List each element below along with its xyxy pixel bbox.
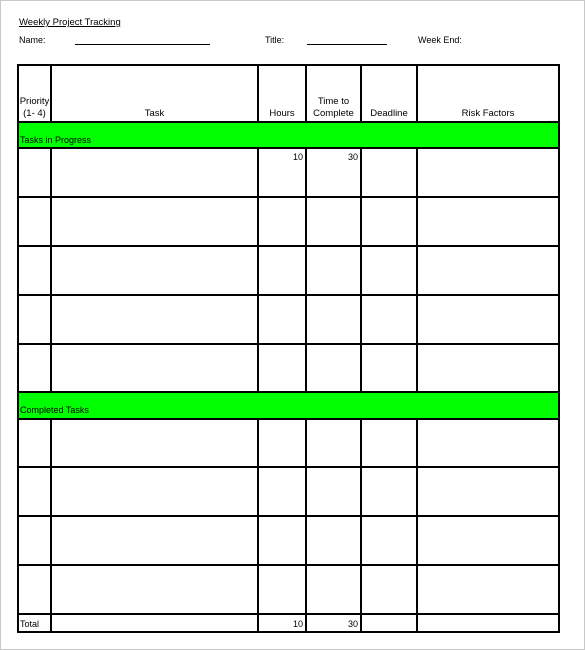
table-rule [416,147,418,393]
table-rule [17,631,560,633]
total-label: Total [20,619,40,629]
table-rule [17,515,560,517]
table-rule [305,147,307,393]
table-rule [360,147,362,393]
table-rule [17,466,560,468]
name-label: Name: [19,35,46,45]
total-time-to-complete: 30 [347,619,358,629]
table-rule [17,613,560,615]
column-header-deadline: Deadline [370,108,408,119]
total-hours: 10 [292,619,303,629]
section-label-in-progress: Tasks in Progress [20,135,92,145]
table-rule [17,343,560,345]
table-rule [416,418,418,633]
time-header-line2: Complete [313,108,354,119]
title-label: Title: [265,35,285,45]
table-rule [17,564,560,566]
table-rule [257,418,259,633]
table-rule [17,196,560,198]
table-rule [558,64,560,633]
column-header-priority [18,96,51,120]
column-header-risk-factors: Risk Factors [461,108,515,119]
column-header-hours: Hours [269,108,295,119]
table-rule [360,418,362,633]
table-rule [50,418,52,633]
table-rule [17,121,560,123]
week-end-label: Week End: [418,35,462,45]
table-rule [257,147,259,393]
document-title: Weekly Project Tracking [19,17,121,28]
table-rule [17,64,560,66]
table-rule [50,147,52,393]
column-header-time-to-complete [307,96,360,120]
table-rule [17,294,560,296]
table-rule [17,147,560,149]
table-rule [17,391,560,393]
table-rule [305,418,307,633]
row-1-hours[interactable]: 10 [292,152,303,162]
column-header-task: Task [144,108,165,119]
priority-header-line2: (1- 4) [23,108,46,119]
priority-header-line1: Priority [19,96,50,107]
table-rule [17,64,19,633]
table-rule [17,418,560,420]
table-rule [17,245,560,247]
section-label-completed: Completed Tasks [20,405,89,415]
time-header-line1: Time to [317,96,350,107]
row-1-time-to-complete[interactable]: 30 [347,152,358,162]
